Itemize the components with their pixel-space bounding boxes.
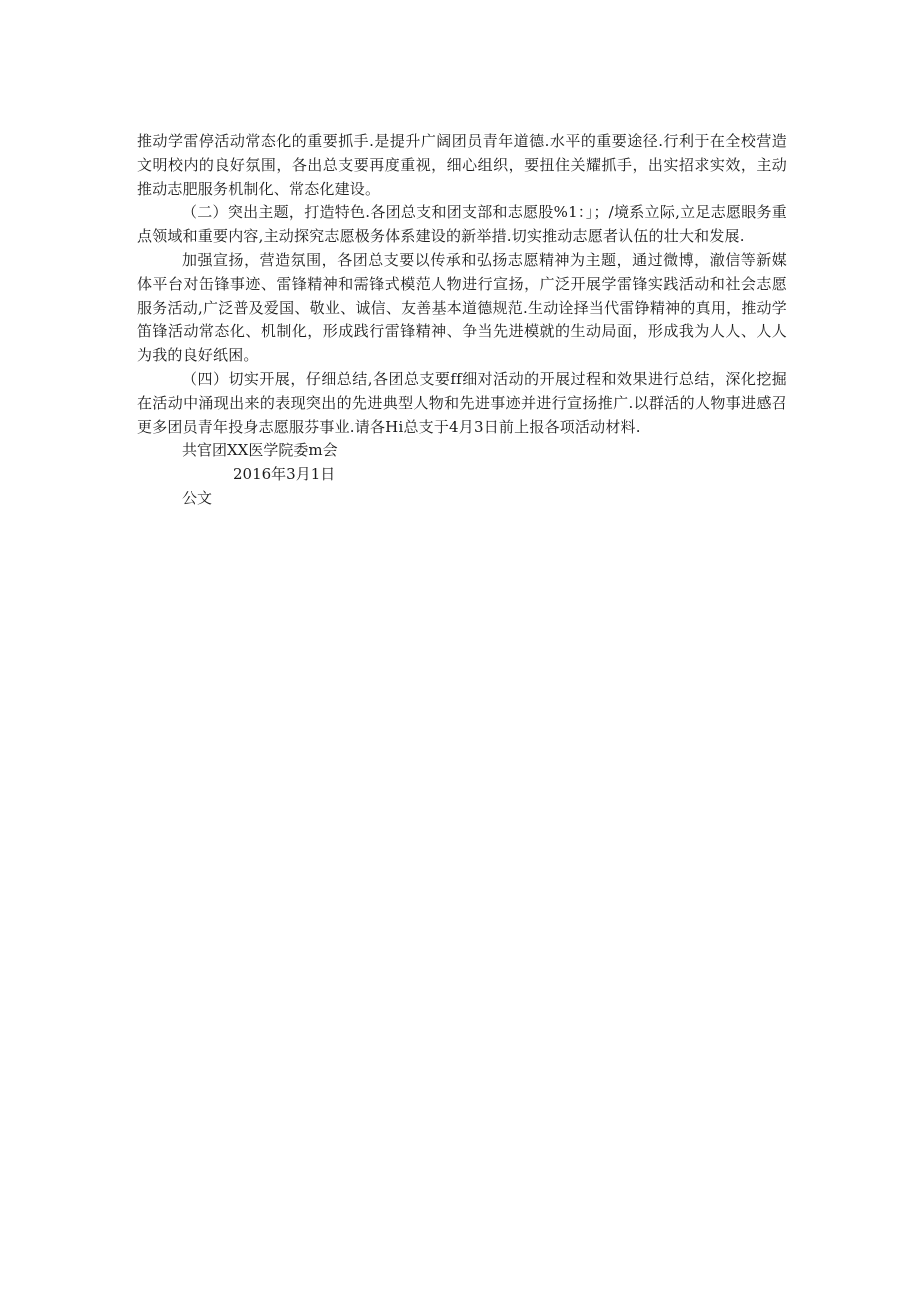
paragraph-2: （二）突出主题，打造特色.各团总支和团支部和志愿股%1：」；/境系立际,立足志愿眼务重点领域和重要内容,主动探究志愿极务体系建设的新举措.切实推动志愿者认伍的壮大和发展. [137,203,787,246]
paragraph-1: 推动学雷停活动常态化的重要抓手.是提升广阔团员青年道德.水平的重要途径.行利于在全校营造文明校内的良好氛围，各出总支要再度重视，细心组织，要扭住关耀抓手，出实招求实效，主动推动志肥服务机制化、常态化建设。 [137,132,787,198]
paragraph-3: 加强宣扬，营造氛围，各团总支要以传承和弘扬志愿精神为主题，通过微博，澈信等新媒体平台对缶锋事迹、雷锋精神和需锋式模范人物进行宣扬，广泛开展学雷锋实践活动和社会志愿服务活动,广泛普及爱国、敬业、诚信、友善基本道德规范.生动诠择当代雷铮精神的真用，推动学笛锋活动常态化、机制化，形成践行雷锋精神、争当先进模就的生动局面，形成我为人人、人人为我的良好纸困。 [137,250,787,365]
signature-date: 2016年3月1日 [233,465,336,484]
document-type-label: 公文 [182,488,213,507]
document-body [137,130,787,511]
paragraph-4: （四）切实开展，仔细总结,各团总支要ff细对活动的开展过程和效果进行总结，深化挖掘在活动中涌现出来的表现突出的先进典型人物和先进事迹并进行宣扬推广.以群活的人物事进感召更多团员青年投身志愿服芬事业.请各Hi总支于4月3日前上报各项活动材料. [137,369,787,436]
signature-organization: 共官团XX医学院委m会 [182,441,338,460]
